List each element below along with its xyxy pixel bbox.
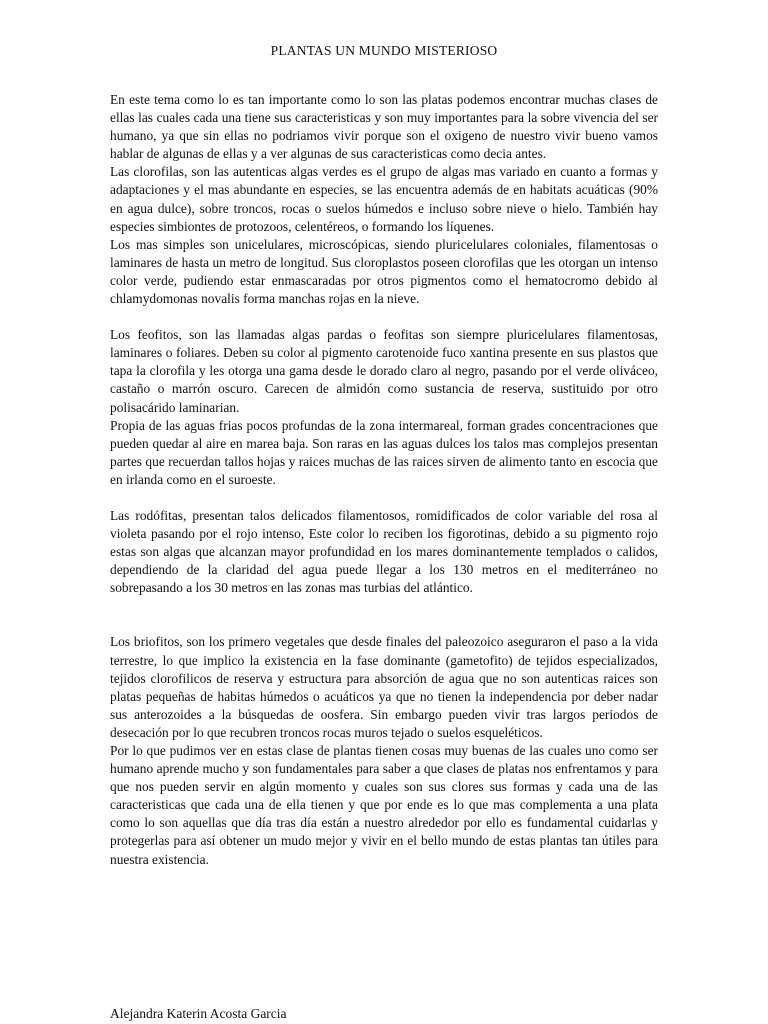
author-signature: Alejandra Katerin Acosta Garcia	[110, 1006, 287, 1021]
paragraph-aguas-frias: Propia de las aguas frias pocos profundas de la zona intermareal, forman grades concentraciones que pueden quedar al aire en marea baja. Son raras en las aguas dulces los talos mas complejos presentan partes que recuerdan tallos hojas y raices muchas de las raices sirven de alimento tanto en escocia que en irlanda como en el suroeste.	[110, 417, 658, 487]
paragraph-intro: En este tema como lo es tan importante como lo son las platas podemos encontrar muchas clases de ellas las cuales cada una tiene sus caracteristicas y son muy importantes para la sobre vivencia del ser humano, ya que sin ellas no podriamos vivir porque son el oxigeno de nuestro vivir bueno vamos hablar de algunas de ellas y a ver algunas de sus caracteristicas como decia antes.	[110, 92, 658, 162]
paragraph-conclusion: Por lo que pudimos ver en estas clase de plantas tienen cosas muy buenas de las cuales uno como ser humano aprende mucho y son fundamentales para saber a que clases de platas nos enfrentamos y para que nos pueden servir en algún momento y cuales son sus clores sus formas y cada una de las caracteristicas que cada una de ella tienen y que por ende es lo que mas complementa a una plata como lo son aquellas que día tras día están a nuestro alrededor por ello es fundamental cuidarlas y protegerlas para así obtener un mudo mejor y vivir en el bello mundo de estas plantas tan útiles para nuestra existencia.	[110, 743, 658, 867]
paragraph-rodofitas: Las rodófitas, presentan talos delicados filamentosos, romidificados de color variable del rosa al violeta pasando por el rojo intenso, Este color lo reciben los figorotinas, debido a su pigmento rojo estas son algas que alcanzan mayor profundidad en los mares dominantemente templados o calidos, dependiendo de la claridad del agua puede llegar a los 130 metros en el mediterráneo no sobrepasando a los 30 metros en las zonas mas turbias del atlántico.	[110, 507, 658, 596]
document-title: PLANTAS UN MUNDO MISTERIOSO	[270, 43, 498, 58]
document-body	[110, 91, 658, 869]
paragraph-feofitos: Los feofitos, son las llamadas algas pardas o feofitas son siempre pluricelulares filamentosas, laminares o foliares. Deben su color al pigmento carotenoide fuco xantina presente en sus plastos que tapa la clorofila y les otorga una gama desde le dorado claro al negro, pasando por el verde oliváceo, castaño o marrón oscuro. Carecen de almidón como sustancia de reserva, sustituido por otro polisacárido laminarian.	[110, 327, 658, 415]
paragraph-simples: Los mas simples son unicelulares, microscópicas, siendo pluricelulares coloniales, filamentosas o laminares de hasta un metro de longitud. Sus cloroplastos poseen clorofilas que les otorgan un intenso color verde, pudiendo estar enmascaradas por otros pigmentos como el hematocromo debido al chlamydomonas novalis forma manchas rojas en la nieve.	[110, 236, 658, 307]
paragraph-briofitos: Los briofitos, son los primero vegetales que desde finales del paleozoico aseguraron el paso a la vida terrestre, lo que implico la existencia en la fase dominante (gametofito) de tejidos especializados, tejidos clorofilicos de reserva y estructura para absorción de agua que no son autenticas raices son platas pequeñas de habitas húmedos o acuáticos ya que no tienen la independencia por deber nadar sus anterozoides a la búsquedas de oosfera. Sin embargo pueden vivir tras largos periodos de desecación por lo que recubren troncos rocas muros tejado o suelos esqueléticos.	[110, 634, 658, 740]
paragraph-clorofilas: Las clorofilas, son las autenticas algas verdes es el grupo de algas mas variado en cuanto a formas y adaptaciones y el mas abundante en especies, se las encuentra además de en habitats acuáticas (90% en agua dulce), sobre troncos, rocas o suelos húmedos e incluso sobre nieve o hielo. También hay especies simbiontes de protozoos, celentéreos, o formando los líquenes.	[110, 164, 658, 234]
